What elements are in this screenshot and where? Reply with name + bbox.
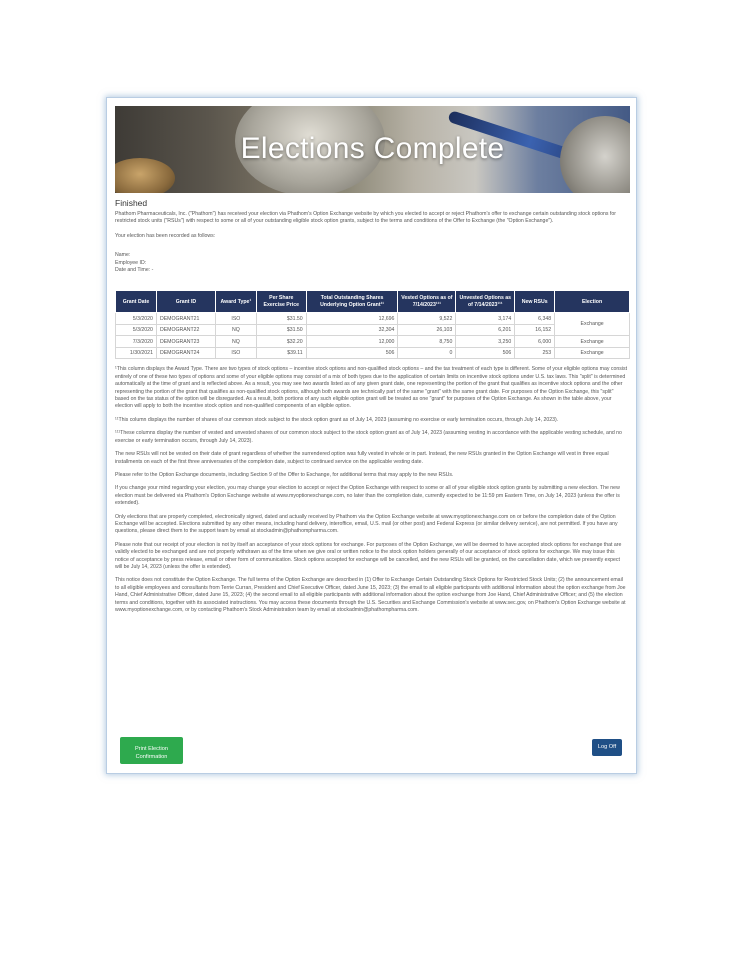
unvested-cell: 3,250: [456, 336, 515, 348]
grant-id-cell: DEMOGRANT21: [156, 313, 215, 325]
unvested-cell: 6,201: [456, 324, 515, 336]
grant-id-cell: DEMOGRANT24: [156, 347, 215, 359]
refer-documents-text: Please refer to the Option Exchange documents, including Section 9 of the Offer to Exchange, for additional terms that may apply to the new RSUs.: [115, 471, 454, 478]
award-type-cell: NQ: [215, 324, 256, 336]
new-rsus-cell: 6,348: [515, 313, 555, 325]
table-row: [116, 313, 630, 325]
footnote-outstanding: ¹¹This column displays the number of shares of our common stock subject to the stock option grant as of July 14, 2023 (assuming no exercise or early termination occurs, through July 14, 2023).: [115, 416, 559, 423]
unvested-cell: 506: [456, 347, 515, 359]
print-confirmation-button[interactable]: Print Election Confirmation: [120, 737, 183, 764]
price-cell: $32.20: [256, 336, 306, 348]
employee-id-label: Employee ID:: [115, 259, 147, 266]
name-label: Name:: [115, 252, 131, 259]
footnotes: [115, 366, 628, 614]
footnote-vested: ¹¹¹These columns display the number of vested and unvested shares of our common stock subject to the stock option grant as of July 14, 2023 (assuming vesting in accordance with the applicable vesting schedule, and no exercise or early termination occurs, through July 14, 2023).: [115, 430, 622, 444]
table-header-row: [116, 291, 630, 313]
grant-date-cell: 7/3/2020: [116, 336, 157, 348]
vested-cell: 26,103: [398, 324, 456, 336]
grant-date-cell: 1/30/2021: [116, 347, 157, 359]
grant-date-cell: 5/3/2020: [116, 324, 157, 336]
vested-cell: 9,522: [398, 313, 456, 325]
change-election-text: If you change your mind regarding your election, you may change your election to accept or reject the Option Exchange with respect to some or all of your eligible stock option grants by submitting a new election. The new election must be delivered via Phathom's Option Exchange website at www.myoptionexchange.com, no later than the completion date, currently expected to be 11:59 pm Eastern Time, on July 14, 2023 (unless the offer is extended).: [115, 485, 620, 507]
unvested-cell: 3,174: [456, 313, 515, 325]
col-new-rsus: New RSUs: [515, 291, 555, 313]
price-cell: $31.50: [256, 313, 306, 325]
table-row: [116, 347, 630, 359]
election-cell: Exchange: [555, 336, 630, 348]
accepted-elections-text: Only elections that are properly completed, electronically signed, dated and actually received by Phathom via the Option Exchange website at www.myoptionexchange.com on or before the completion date of the Option Exchange will be accepted. Elections submitted by any other means, including hand delivery, interoffice, email, U.S. mail (or other post) and Federal Express (or similar delivery service), are not permitted. If you have any questions, please direct them to the support team by email at stockadmin@phathompharma.com.: [115, 513, 618, 535]
status-heading: Finished: [115, 198, 148, 208]
table-row: [116, 336, 630, 348]
date-time-label: Date and Time: -: [115, 267, 154, 274]
banner-image: [115, 106, 630, 193]
new-rsus-cell: 6,000: [515, 336, 555, 348]
election-cell: Exchange: [555, 313, 630, 336]
grant-date-cell: 5/3/2020: [116, 313, 157, 325]
confirmation-card: [106, 97, 637, 774]
grant-id-cell: DEMOGRANT23: [156, 336, 215, 348]
outstanding-cell: 12,000: [306, 336, 398, 348]
receipt-note-text: Please note that our receipt of your election is not by itself an acceptance of your stock options for exchange. For purposes of the Option Exchange, we will be deemed to have accepted stock options for exchange that are validly elected to be exchanged and are not properly withdrawn as of the time when we give oral or written notice to the stock option holders generally of our acceptance of stock options for exchange. We may issue this notice of acceptance by press release, email or other form of communication. Stock options accepted for exchange will be cancelled, and the new RSUs will be granted, on the cancellation date, which we presently expect will be July 14, 2023 (unless the offer is extended).: [115, 541, 622, 570]
footnote-award-type: ¹This column displays the Award Type. There are two types of stock options – incentive stock options and non-qualified stock options – and the tax treatment of each type is different. Some of your eligible options may consist entirely of one of these two types of options and some of your eligible options may consist of a mix of both types due to the application of certain limits on incentive stock options under U.S. tax laws. This "split" is determined automatically at the time of grant and is reflected above. As a result, you may see two awards listed as of any given grant date, one representing the portion of the grant that qualifies as incentive stock options and the other representing the portion of the grant that qualifies as non-qualified stock options, although both awards are technically part of the same "grant" with the same grant date. For purposes of the Option Exchange, this "split" based on the tax status of the option will be disregarded. As a result, both portions of any such eligible option grant will be treated as one "grant" for purposes of the Option Exchange. As shown in the table above, your election will apply to both the incentive stock option and non-qualified components of an eligible option.: [115, 366, 628, 410]
col-election: Election: [555, 291, 630, 313]
grants-table: [115, 290, 630, 359]
outstanding-cell: 506: [306, 347, 398, 359]
award-type-cell: ISO: [215, 347, 256, 359]
election-cell: Exchange: [555, 347, 630, 359]
outstanding-cell: 32,304: [306, 324, 398, 336]
intro-text: Phathom Pharmaceuticals, Inc. ("Phathom") has received your election via Phathom's Option Exchange website by which you elected to accept or reject Phathom's offer to exchange certain outstanding stock options for restricted stock units ("RSUs") with respect to some or all of your outstanding eligible stock option grants, subject to the terms and conditions of the Offer to Exchange (the "Option Exchange").: [115, 211, 616, 225]
col-unvested-options: Unvested Options as of 7/14/2023¹¹¹: [456, 291, 515, 313]
log-off-button[interactable]: Log Off: [592, 739, 622, 756]
rsu-vesting-text: The new RSUs will not be vested on their date of grant regardless of whether the surrendered option was fully vested in whole or in part. Instead, the new RSUs granted in the Option Exchange will vest in three equal installments on each of the first three anniversaries of the completion date, subject to continued service on the applicable vesting date.: [115, 451, 609, 465]
vested-cell: 8,750: [398, 336, 456, 348]
table-row: [116, 324, 630, 336]
vested-cell: 0: [398, 347, 456, 359]
outstanding-cell: 12,696: [306, 313, 398, 325]
col-outstanding-shares: Total Outstanding Shares Underlying Option Grant¹¹: [306, 291, 398, 313]
col-exercise-price: Per Share Exercise Price: [256, 291, 306, 313]
col-award-type: Award Type¹: [215, 291, 256, 313]
grant-id-cell: DEMOGRANT22: [156, 324, 215, 336]
price-cell: $31.50: [256, 324, 306, 336]
page-title: Elections Complete: [240, 132, 505, 165]
award-type-cell: ISO: [215, 313, 256, 325]
disclaimer-text: This notice does not constitute the Option Exchange. The full terms of the Option Exchange are described in (1) Offer to Exchange Certain Outstanding Stock Options for Restricted Stock Units; (2) the announcement email to all eligible employees and consultants from Terrie Curran, President and Chief Executive Officer, dated June 15, 2023; (3) the email to all eligible participants with additional information about the option exchange from Joe Hand, Chief Administrative Officer, dated June 15, 2023; (4) the second email to all eligible participants with additional information about the option exchange from Joe Hand, Chief Administrative Officer; and (5) the election terms and conditions, together with its associated instructions. You may access these documents through the U.S. Securities and Exchange Commission's website at www.sec.gov, on Phathom's Option Exchange website at www.myoptionexchange.com, or by contacting Phathom's Stock Administration team by email at stockadmin@phathompharma.com.: [115, 577, 626, 613]
new-rsus-cell: 253: [515, 347, 555, 359]
col-vested-options: Vested Options as of 7/14/2023¹¹¹: [398, 291, 456, 313]
recorded-text: Your election has been recorded as follows:: [115, 232, 216, 239]
new-rsus-cell: 16,152: [515, 324, 555, 336]
award-type-cell: NQ: [215, 336, 256, 348]
participant-info: [115, 252, 628, 274]
col-grant-id: Grant ID: [156, 291, 215, 313]
price-cell: $39.11: [256, 347, 306, 359]
col-grant-date: Grant Date: [116, 291, 157, 313]
